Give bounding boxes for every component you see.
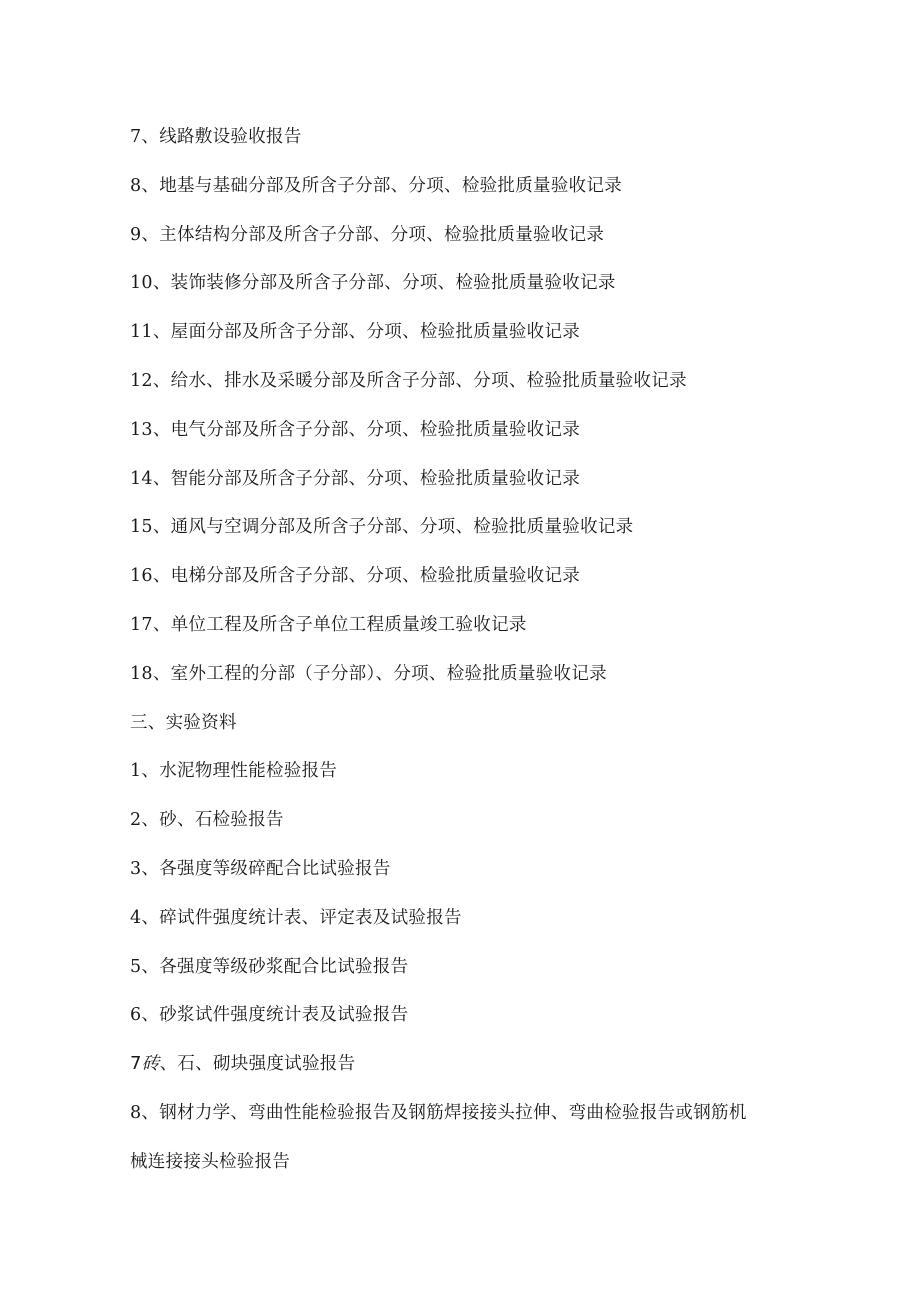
list-item: 17、单位工程及所含子单位工程质量竣工验收记录 [130, 614, 527, 635]
list-item: 10、装饰装修分部及所含子分部、分项、检验批质量验收记录 [130, 273, 616, 294]
list-item: 6、砂浆试件强度统计表及试验报告 [130, 1005, 409, 1026]
list-item: 13、电气分部及所含子分部、分项、检验批质量验收记录 [130, 419, 581, 440]
list-item: 15、通风与空调分部及所含子分部、分项、检验批质量验收记录 [130, 517, 634, 538]
document-content [130, 122, 810, 1196]
list-item [130, 1049, 810, 1098]
list-item: 9、主体结构分部及所含子分部、分项、检验批质量验收记录 [130, 224, 605, 245]
list-item: 4、碎试件强度统计表、评定表及试验报告 [130, 907, 462, 928]
list-item: 5、各强度等级砂浆配合比试验报告 [130, 956, 409, 977]
list-item-char: 砖 [141, 1054, 160, 1075]
list-item-continuation: 械连接接头检验报告 [130, 1151, 291, 1172]
list-item: 11、屋面分部及所含子分部、分项、检验批质量验收记录 [130, 322, 581, 343]
list-item: 12、给水、排水及采暖分部及所含子分部、分项、检验批质量验收记录 [130, 370, 687, 391]
list-item-number: 7 [130, 1053, 142, 1075]
list-item-text: 、石、砌块强度试验报告 [159, 1054, 356, 1075]
list-item: 16、电梯分部及所含子分部、分项、检验批质量验收记录 [130, 566, 581, 587]
list-item: 1、水泥物理性能检验报告 [130, 761, 338, 782]
list-item: 3、各强度等级碎配合比试验报告 [130, 858, 391, 879]
list-item: 8、钢材力学、弯曲性能检验报告及钢筋焊接接头拉伸、弯曲检验报告或钢筋机 [130, 1102, 747, 1123]
list-item: 18、室外工程的分部（子分部）、分项、检验批质量验收记录 [130, 663, 607, 684]
list-item: 7、线路敷设验收报告 [130, 127, 302, 147]
list-item: 14、智能分部及所含子分部、分项、检验批质量验收记录 [130, 468, 581, 489]
list-item: 2、砂、石检验报告 [130, 810, 284, 831]
list-item: 8、地基与基础分部及所含子分部、分项、检验批质量验收记录 [130, 175, 623, 196]
section-heading: 三、实验资料 [130, 712, 237, 733]
